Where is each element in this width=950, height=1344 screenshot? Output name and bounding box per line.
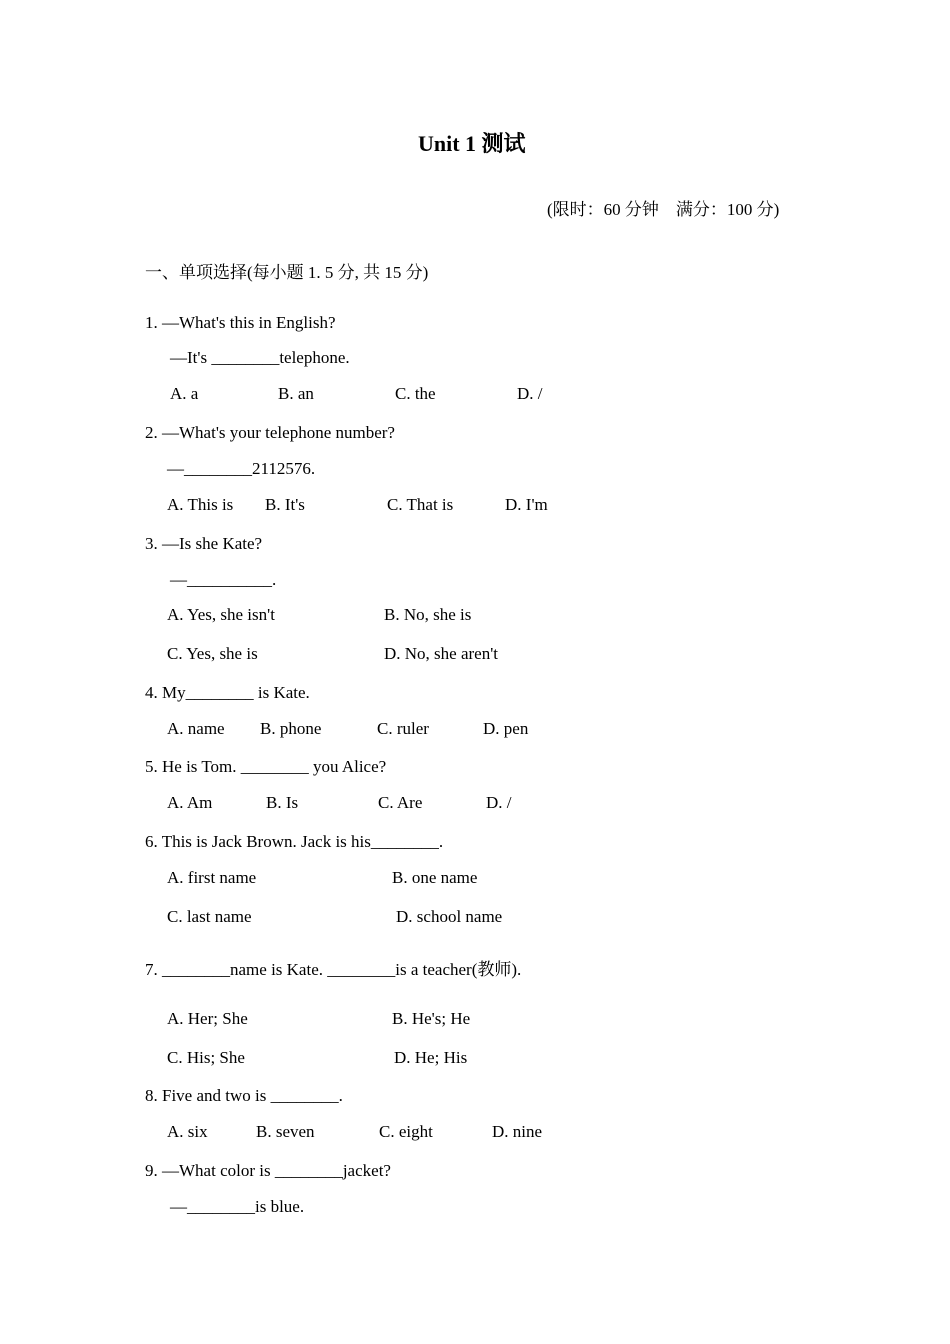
question-6-stem: 6. This is Jack Brown. Jack is his________. — [145, 832, 444, 851]
question-5-stem: 5. He is Tom. ________ you Alice? — [145, 757, 387, 776]
question-6-option-c: C. last name — [167, 907, 252, 926]
question-8-option-a: A. six — [167, 1122, 208, 1141]
question-6-option-b: B. one name — [392, 868, 478, 887]
section-heading: 一、单项选择(每小题 1. 5 分, 共 15 分) — [145, 263, 429, 282]
question-3-option-b: B. No, she is — [384, 605, 472, 624]
page-title: Unit 1 测试 — [418, 131, 526, 156]
question-5-option-d: D. / — [486, 793, 512, 812]
question-4-option-a: A. name — [167, 719, 225, 738]
question-3-option-a: A. Yes, she isn't — [167, 605, 275, 624]
question-2-reply: —________2112576. — [167, 459, 316, 478]
question-3-option-c: C. Yes, she is — [167, 644, 258, 663]
question-7-option-b: B. He's; He — [392, 1009, 471, 1028]
question-1-option-c: C. the — [395, 384, 436, 403]
question-3-option-d: D. No, she aren't — [384, 644, 499, 663]
question-2-option-b: B. It's — [265, 495, 305, 514]
question-1-option-a: A. a — [170, 384, 199, 403]
question-4-option-b: B. phone — [260, 719, 322, 738]
question-4-stem: 4. My________ is Kate. — [145, 683, 310, 702]
question-5-option-c: C. Are — [378, 793, 423, 812]
question-9-reply: —________is blue. — [170, 1197, 305, 1216]
question-2-option-a: A. This is — [167, 495, 234, 514]
question-2-stem: 2. —What's your telephone number? — [145, 423, 395, 442]
question-8-stem: 8. Five and two is ________. — [145, 1086, 343, 1105]
question-3-stem: 3. —Is she Kate? — [145, 534, 263, 553]
question-7-option-a: A. Her; She — [167, 1009, 248, 1028]
question-2-option-c: C. That is — [387, 495, 454, 514]
question-2-option-d: D. I'm — [505, 495, 548, 514]
time-limit: (限时：60 分钟 满分：100 分) — [547, 200, 780, 219]
question-1-option-d: D. / — [517, 384, 543, 403]
question-5-option-a: A. Am — [167, 793, 213, 812]
question-5-option-b: B. Is — [266, 793, 299, 812]
question-1-reply: —It's ________telephone. — [170, 348, 350, 367]
question-7-option-d: D. He; His — [394, 1048, 468, 1067]
question-6-option-d: D. school name — [396, 907, 503, 926]
question-9-stem: 9. —What color is ________jacket? — [145, 1161, 391, 1180]
question-1-stem: 1. —What's this in English? — [145, 313, 336, 332]
question-4-option-d: D. pen — [483, 719, 529, 738]
question-1-option-b: B. an — [278, 384, 314, 403]
question-7-option-c: C. His; She — [167, 1048, 245, 1067]
question-8-option-b: B. seven — [256, 1122, 315, 1141]
question-3-reply: —__________. — [170, 570, 277, 589]
question-7-stem: 7. ________name is Kate. ________is a teacher(教师). — [145, 960, 522, 979]
question-8-option-c: C. eight — [379, 1122, 433, 1141]
question-8-option-d: D. nine — [492, 1122, 543, 1141]
question-6-option-a: A. first name — [167, 868, 257, 887]
question-4-option-c: C. ruler — [377, 719, 429, 738]
